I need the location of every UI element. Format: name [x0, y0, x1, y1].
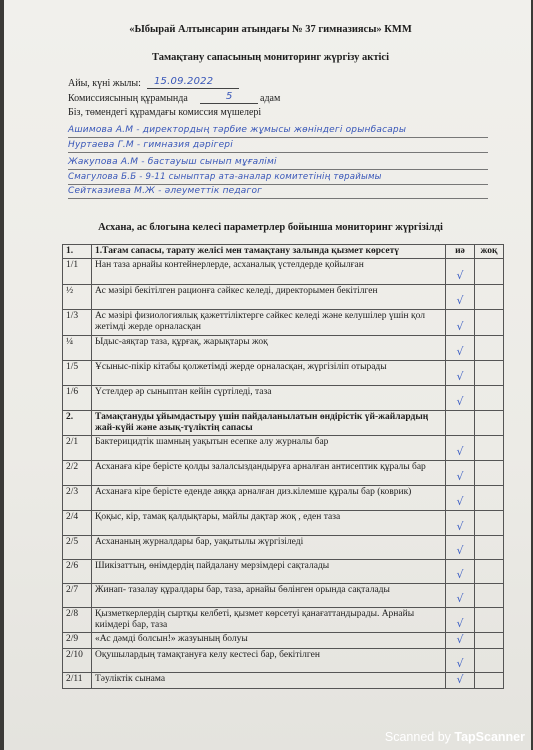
row-text: Ұсыныс-пікір кітабы қолжетімді жерде орналасқан, жүргізіліп отырады [92, 361, 446, 386]
check-mark-icon: √ [456, 470, 464, 483]
row-num: 1/3 [63, 310, 92, 336]
check-mark-icon: √ [456, 633, 464, 646]
check-mark-icon: √ [456, 320, 464, 333]
date-underline [147, 88, 239, 89]
row-no-cell [475, 386, 504, 411]
row-text: Асхананың журналдары бар, уақытылы жүргізіледі [92, 536, 446, 560]
commission-label: Комиссиясының құрамында [68, 93, 188, 104]
table-row [63, 336, 504, 361]
check-mark-icon: √ [456, 495, 464, 508]
row-text: Ас мәзірі физиологиялық қажеттіліктерге сәйкес келеді және келушілер үшін қол жетімді жерде орналасқан [92, 310, 446, 336]
check-mark-icon: √ [456, 445, 464, 458]
member-2: Нуртаева Г.М - гимназия дәрігері [68, 140, 233, 150]
members-label: Біз, төмендегі құрамдағы комиссия мүшелері [68, 107, 262, 118]
member-4: Смагулова Б.Б - 9-11 сыныптар ата-аналар комитетінің төрайымы [68, 172, 382, 182]
row-text: Асханаға кіре берісте қолды залалсыздандыруға арналған антисептик құралы бар [92, 461, 446, 486]
row-num: 2/2 [63, 461, 92, 486]
member-4-line [68, 184, 488, 185]
row-no-cell [475, 486, 504, 511]
table-row [63, 486, 504, 511]
row-num: 2/6 [63, 560, 92, 584]
section-1-num: 1. [63, 245, 92, 259]
section-2-yes-cell [446, 411, 475, 436]
row-num: 1/5 [63, 361, 92, 386]
row-no-cell [475, 536, 504, 560]
row-no-cell [475, 336, 504, 361]
row-no-cell [475, 584, 504, 608]
check-mark-icon: √ [456, 269, 464, 282]
row-text: «Ас дәмді болсын!» жазуының болуы [92, 633, 446, 649]
section-2-num: 2. [63, 411, 92, 436]
check-mark-icon: √ [456, 345, 464, 358]
table-row [63, 584, 504, 608]
row-num: 2/9 [63, 633, 92, 649]
row-text: Үстелдер әр сыныптан кейін сүртіледі, таза [92, 386, 446, 411]
row-text: Ас мәзірі бекітілген рационға сәйкес келеді, директорымен бекітілген [92, 285, 446, 310]
row-num: 2/5 [63, 536, 92, 560]
scanner-watermark [385, 730, 525, 744]
row-text: Ыдыс-аяқтар таза, құрғақ, жарықтары жоқ [92, 336, 446, 361]
document-page [4, 0, 531, 750]
member-5: Сейтказиева М.Ж - әлеуметтік педагог [68, 186, 263, 196]
member-1-line [68, 137, 488, 138]
row-no-cell [475, 285, 504, 310]
row-num: 2/8 [63, 608, 92, 633]
check-mark-icon: √ [456, 370, 464, 383]
check-mark-icon: √ [456, 657, 464, 670]
section-2-no-cell [475, 411, 504, 436]
act-title: Тамақтану сапасының мониторинг жүргізу актісі [152, 52, 389, 63]
row-num: 1/1 [63, 259, 92, 285]
table-row [63, 285, 504, 310]
check-mark-icon: √ [456, 673, 464, 686]
row-num: 2/10 [63, 649, 92, 673]
date-label: Айы, күні жылы: [68, 78, 141, 89]
row-text: Қоқыс, кір, тамақ қалдықтары, майлы дақтар жоқ , еден таза [92, 511, 446, 536]
table-row [63, 673, 504, 689]
row-no-cell [475, 511, 504, 536]
table-row [63, 649, 504, 673]
table-row [63, 608, 504, 633]
table-row [63, 560, 504, 584]
row-text: Жинап- тазалау құралдары бар, таза, арнайы бөлінген орында сақталады [92, 584, 446, 608]
check-mark-icon: √ [456, 592, 464, 605]
check-mark-icon: √ [456, 568, 464, 581]
row-text: Асханаға кіре берісте еденде аяққа арналған диз.кілемше құралы бар (коврик) [92, 486, 446, 511]
row-num: 2/7 [63, 584, 92, 608]
row-num: 2/11 [63, 673, 92, 689]
check-mark-icon: √ [456, 395, 464, 408]
monitoring-table [62, 244, 504, 689]
table-row [63, 461, 504, 486]
table-row [63, 386, 504, 411]
commission-unit: адам [260, 93, 281, 104]
row-text: Оқушылардың тамақтануға келу кестесі бар, бекітілген [92, 649, 446, 673]
monitoring-heading: Асхана, ас блогына келесі параметрлер бойынша мониторинг жүргізілді [98, 222, 443, 233]
section-1-title: 1.Тағам сапасы, тарату желісі мен тамақтану залында қызмет көрсетү [92, 245, 446, 259]
table-row [63, 536, 504, 560]
row-no-cell [475, 361, 504, 386]
scanner-brand: TapScanner [454, 730, 525, 744]
table-row [63, 511, 504, 536]
check-mark-icon: √ [456, 520, 464, 533]
row-text: Тәуліктік сынама [92, 673, 446, 689]
date-value: 15.09.2022 [154, 76, 214, 87]
row-no-cell [475, 310, 504, 336]
row-no-cell [475, 461, 504, 486]
section-2-title: Тамақтануды ұйымдастыру үшін пайдаланылатын өндірістік үй-жайлардың жай-күйі және азық-түліктің сапасы [92, 411, 446, 436]
row-no-cell [475, 673, 504, 689]
school-title: «Ыбырай Алтынсарин атындағы № 37 гимназиясы» КММ [129, 24, 412, 35]
commission-count: 5 [226, 91, 233, 102]
row-no-cell [475, 560, 504, 584]
row-no-cell [475, 436, 504, 461]
row-text: Бактерицидтік шамның уақытын есепке алу журналы бар [92, 436, 446, 461]
row-text: Қызметкерлердің сыртқы келбеті, қызмет көрсетуі қанағаттандырады. Арнайы киімдері бар, таза [92, 608, 446, 633]
row-text: Нан таза арнайы контейнерлерде, асханалық үстелдерде қойылған [92, 259, 446, 285]
col-no-header: жоқ [475, 245, 504, 259]
row-no-cell [475, 649, 504, 673]
table-row [63, 633, 504, 649]
check-mark-icon: √ [456, 544, 464, 557]
table-header-row [63, 245, 504, 259]
commission-underline [200, 103, 258, 104]
member-2-line [68, 152, 488, 153]
table-row [63, 259, 504, 285]
col-yes-header: иә [446, 245, 475, 259]
row-num: ½ [63, 285, 92, 310]
row-num: 2/3 [63, 486, 92, 511]
row-no-cell [475, 633, 504, 649]
member-5-line [68, 198, 488, 199]
row-no-cell [475, 259, 504, 285]
row-text: Шикізаттың, өнімдердің пайдалану мерзімдері сақталады [92, 560, 446, 584]
row-num: 2/4 [63, 511, 92, 536]
member-3: Жакупова А.М - бастауыш сынып мұғалімі [68, 157, 277, 167]
row-num: 2/1 [63, 436, 92, 461]
table-row [63, 310, 504, 336]
check-mark-icon: √ [456, 294, 464, 307]
table-row [63, 361, 504, 386]
row-num: ¼ [63, 336, 92, 361]
section-2-header-row [63, 411, 504, 436]
table-row [63, 436, 504, 461]
row-no-cell [475, 608, 504, 633]
member-3-line [68, 169, 488, 170]
check-mark-icon: √ [456, 617, 464, 630]
member-1: Ашимова А.М - директордың тәрбие жұмысы жөніндегі орынбасары [68, 125, 407, 135]
row-num: 1/6 [63, 386, 92, 411]
scanner-prefix: Scanned by [384, 730, 455, 744]
